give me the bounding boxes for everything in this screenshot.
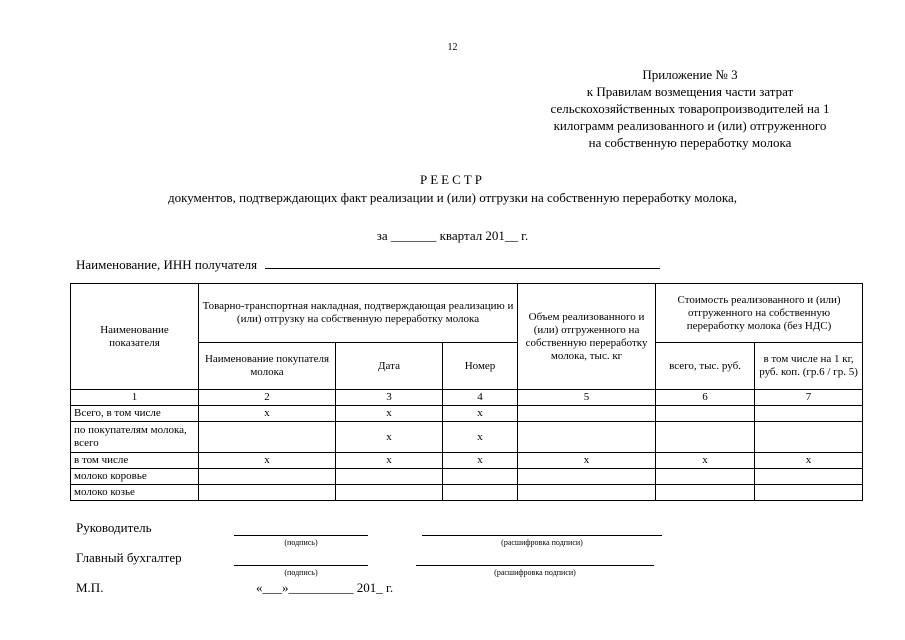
stamp-label: М.П. (76, 580, 104, 595)
table-row (71, 485, 863, 501)
table-cell[interactable] (518, 406, 656, 422)
page-number: 12 (447, 42, 458, 53)
column-number: 1 (71, 390, 199, 406)
register-table (70, 283, 863, 501)
table-row (71, 422, 863, 453)
table-cell[interactable] (443, 469, 518, 485)
table-row (71, 406, 863, 422)
document-subtitle: документов, подтверждающих факт реализации и (или) отгрузки на собственную переработку молока, (167, 190, 738, 205)
table-cell[interactable] (656, 406, 755, 422)
table-cell[interactable] (755, 469, 863, 485)
table-cell[interactable] (199, 422, 336, 453)
table-cell[interactable] (336, 485, 443, 501)
table-cell[interactable] (755, 422, 863, 453)
recipient-field (76, 256, 660, 273)
recipient-blank-line (265, 256, 660, 269)
row-label: по покупателям молока, всего (71, 422, 199, 453)
accountant-signature-caption: (подпись) (284, 568, 318, 577)
header-waybill: Товарно-транспортная накладная, подтверждающая реализацию и (или) отгрузку на собственную переработку молока (199, 284, 518, 343)
table-cell[interactable]: х (199, 406, 336, 422)
head-decoding-caption: (расшифровка подписи) (501, 538, 583, 547)
appendix-line: Приложение № 3 (642, 67, 738, 82)
header-indicator: Наименование показателя (71, 284, 199, 390)
column-number: 7 (755, 390, 863, 406)
column-number: 4 (443, 390, 518, 406)
appendix-line: килограмм реализованного и (или) отгруженного (553, 118, 827, 133)
table-cell[interactable]: х (336, 422, 443, 453)
appendix-line: к Правилам возмещения части затрат (586, 84, 794, 99)
recipient-label: Наименование, ИНН получателя (76, 257, 258, 272)
table-cell[interactable]: х (518, 453, 656, 469)
table-cell[interactable]: х (656, 453, 755, 469)
table-cell[interactable]: х (443, 422, 518, 453)
table-cell[interactable] (755, 485, 863, 501)
quarter-line: за _______ квартал 201__ г. (376, 228, 529, 243)
table-cell[interactable] (199, 485, 336, 501)
header-cost: Стоимость реализованного и (или) отгруженного на собственную переработку молока (без НДС) (656, 284, 863, 343)
head-signature-caption: (подпись) (284, 538, 318, 547)
appendix-block (490, 66, 890, 151)
table-cell[interactable] (336, 469, 443, 485)
row-label: Всего, в том числе (71, 406, 199, 422)
column-number: 2 (199, 390, 336, 406)
table-cell[interactable] (755, 406, 863, 422)
row-label: молоко коровье (71, 469, 199, 485)
date-field: «___»__________ 201_ г. (256, 580, 394, 595)
table-cell[interactable] (518, 422, 656, 453)
accountant-decoding-caption: (расшифровка подписи) (494, 568, 576, 577)
table-cell[interactable] (518, 485, 656, 501)
row-label: в том числе (71, 453, 199, 469)
header-number: Номер (443, 343, 518, 390)
table-row (71, 453, 863, 469)
header-buyer: Наименование покупателя молока (199, 343, 336, 390)
header-date: Дата (336, 343, 443, 390)
table-cell[interactable]: х (199, 453, 336, 469)
column-number: 3 (336, 390, 443, 406)
head-label: Руководитель (76, 520, 152, 535)
head-signature-line[interactable] (234, 535, 368, 536)
table-cell[interactable] (518, 469, 656, 485)
header-cost-per-kg: в том числе на 1 кг, руб. коп. (гр.6 / гр. 5) (755, 343, 863, 390)
appendix-line: на собственную переработку молока (588, 135, 792, 150)
table-row (71, 469, 863, 485)
table-cell[interactable] (199, 469, 336, 485)
head-decoding-line[interactable] (422, 535, 662, 536)
table-cell[interactable]: х (755, 453, 863, 469)
document-title: РЕЕСТР (420, 172, 485, 187)
table-cell[interactable] (656, 422, 755, 453)
table-cell[interactable]: х (336, 406, 443, 422)
table-cell[interactable]: х (443, 406, 518, 422)
column-number-row (71, 390, 863, 406)
column-number: 5 (518, 390, 656, 406)
table-cell[interactable] (656, 469, 755, 485)
table-cell[interactable]: х (443, 453, 518, 469)
header-cost-total: всего, тыс. руб. (656, 343, 755, 390)
column-number: 6 (656, 390, 755, 406)
header-volume: Объем реализованного и (или) отгруженного на собственную переработку молока, тыс. кг (518, 284, 656, 390)
appendix-line: сельскохозяйственных товаропроизводителей на 1 (550, 101, 830, 116)
header-row (71, 284, 863, 343)
accountant-label: Главный бухгалтер (76, 550, 182, 565)
table-cell[interactable] (443, 485, 518, 501)
row-label: молоко козье (71, 485, 199, 501)
accountant-signature-line[interactable] (234, 565, 368, 566)
accountant-decoding-line[interactable] (416, 565, 654, 566)
table-cell[interactable] (656, 485, 755, 501)
table-cell[interactable]: х (336, 453, 443, 469)
